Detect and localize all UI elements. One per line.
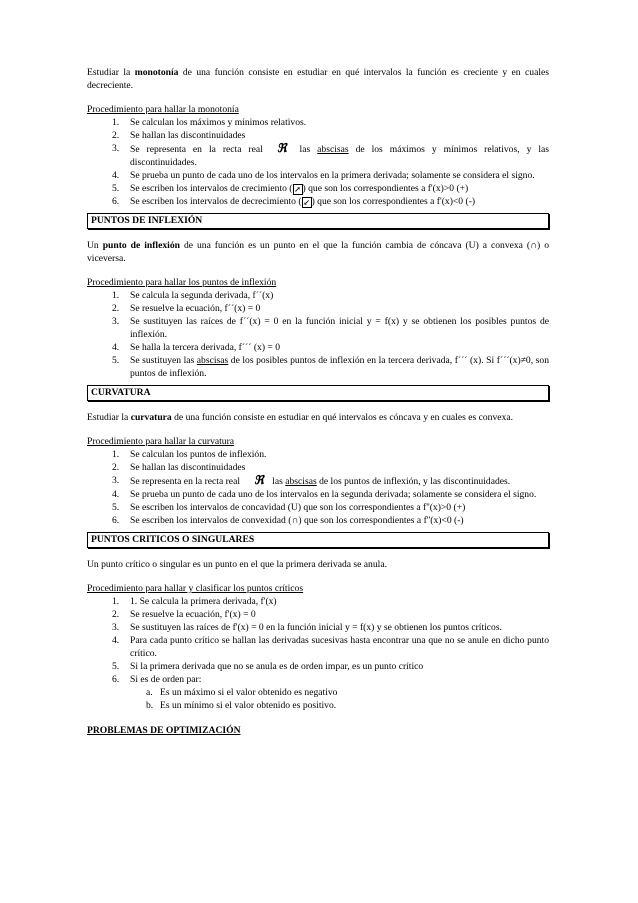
curvatura-steps <box>87 448 549 527</box>
criticos-substeps <box>87 686 549 712</box>
criticos-definition: Un punto crítico o singular es un punto en el que la primera derivada se anula. <box>87 559 387 570</box>
term-monotonia: monotonía <box>134 67 179 78</box>
section-heading-criticos: PUNTOS CRITICOS O SINGULARES <box>87 532 549 548</box>
list-item: 5. Se sustituyen las abscisas de los posibles puntos de inflexión en la tercera derivada, f´´´ (x). Si f´´´(x)≠0, son puntos de inflexión. <box>112 355 549 379</box>
list-item: 4. Se halla la tercera derivada, f´´´ (x) = 0 <box>112 342 281 353</box>
list-item: b. Es un mínimo si el valor obtenido es positivo. <box>146 700 337 711</box>
document-page <box>87 66 549 737</box>
list-item: 5. Se escriben los intervalos de crecimiento ( ↗ ) que son los correspondientes a f'(x)>0 (+) <box>112 183 469 194</box>
list-item: 6. Se escriben los intervalos de convexidad (∩) que son los correspondientes a f''(x)<0 (-) <box>112 515 464 526</box>
curvatura-definition: Estudiar la curvatura de una función consiste en estudiar en qué intervalos es cóncava y en cuales es convexa. <box>87 412 513 423</box>
section-heading-curvatura: CURVATURA <box>87 385 549 401</box>
criticos-steps <box>87 595 549 686</box>
list-item: 4. Para cada punto crítico se hallan las derivadas sucesivas hasta encontrar una que no se anule en dicho punto crítico. <box>112 635 549 659</box>
criticos-procedure-title: Procedimiento para hallar y clasificar los puntos críticos <box>87 583 304 594</box>
list-item: 3. Se sustituyen las raíces de f´´(x) = 0 en la función inicial y = f(x) y se obtienen los posibles puntos de inflexión. <box>112 316 549 340</box>
text: de una función consiste en estudiar en qué intervalos la función es creciente y en cuales decreciente. <box>87 67 549 91</box>
list-item: 2. Se resuelve la ecuación, f'(x) = 0 <box>112 609 256 620</box>
list-item: 6. Se escriben los intervalos de decrecimiento ( ↙ ) que son los correspondientes a f'(x)<0 (-) <box>112 196 476 207</box>
monotonia-steps <box>87 116 549 208</box>
arrow-up-right-icon: ↗ <box>294 185 301 194</box>
real-numbers-symbol: ℜ <box>254 473 264 487</box>
list-item: 2. Se hallan las discontinuidades <box>112 462 246 473</box>
list-item: 3. Se representa en la recta real ℜ las abscisas de los máximos y mínimos relativos, y las discontinuidades. <box>112 141 549 168</box>
list-item: 5. Se escriben los intervalos de concavidad (U) que son los correspondientes a f''(x)>0 (+) <box>112 502 466 513</box>
arrow-down-left-icon: ↙ <box>303 198 310 207</box>
list-item: 3. Se sustituyen las raíces de f'(x) = 0 en la función inicial y = f(x) y se obtienen los puntos críticos. <box>112 622 502 633</box>
monotonia-procedure-title: Procedimiento para hallar la monotonía <box>87 104 239 115</box>
term-punto-inflexion: punto de inflexión <box>102 240 180 251</box>
list-item: 1. Se calculan los máximos y mínimos relativos. <box>112 117 307 128</box>
list-item: 2. Se resuelve la ecuación, f´´(x) = 0 <box>112 303 261 314</box>
section-heading-optimizacion: PROBLEMAS DE OPTIMIZACIÓN <box>87 725 241 736</box>
list-item: 1. Se calcula la segunda derivada, f´´(x) <box>112 290 274 301</box>
list-item: 4. Se prueba un punto de cada uno de los intervalos en la segunda derivada; solamente se considera el signo. <box>112 489 537 500</box>
list-item: 1. 1. Se calcula la primera derivada, f'(x) <box>112 596 277 607</box>
list-item: 4. Se prueba un punto de cada uno de los intervalos en la primera derivada; solamente se considera el signo. <box>112 170 535 181</box>
list-item: 2. Se hallan las discontinuidades <box>112 130 246 141</box>
text: Estudiar la <box>87 67 135 78</box>
section-heading-inflexion: PUNTOS DE INFLEXIÓN <box>87 213 549 229</box>
curvatura-procedure-title: Procedimiento para hallar la curvatura <box>87 436 235 447</box>
real-numbers-symbol: ℜ <box>276 141 287 155</box>
monotonia-definition <box>87 66 549 92</box>
list-item: 5. Si la primera derivada que no se anula es de orden impar, es un punto crítico <box>112 661 424 672</box>
term-curvatura: curvatura <box>130 412 172 423</box>
inflexion-definition: Un punto de inflexión de una función es un punto en el que la función cambia de cóncava (U) a convexa (∩) o viceversa. <box>87 240 549 264</box>
list-item: 1. Se calculan los puntos de inflexión. <box>112 449 267 460</box>
inflexion-procedure-title: Procedimiento para hallar los puntos de inflexión <box>87 277 277 288</box>
list-item: a. Es un máximo si el valor obtenido es negativo <box>146 687 338 698</box>
inflexion-steps <box>87 289 549 380</box>
list-item: 6. Si es de orden par: <box>112 674 202 685</box>
list-item: 3. Se representa en la recta real ℜ las abscisas de los puntos de inflexión, y las discontinuidades. <box>112 473 511 487</box>
